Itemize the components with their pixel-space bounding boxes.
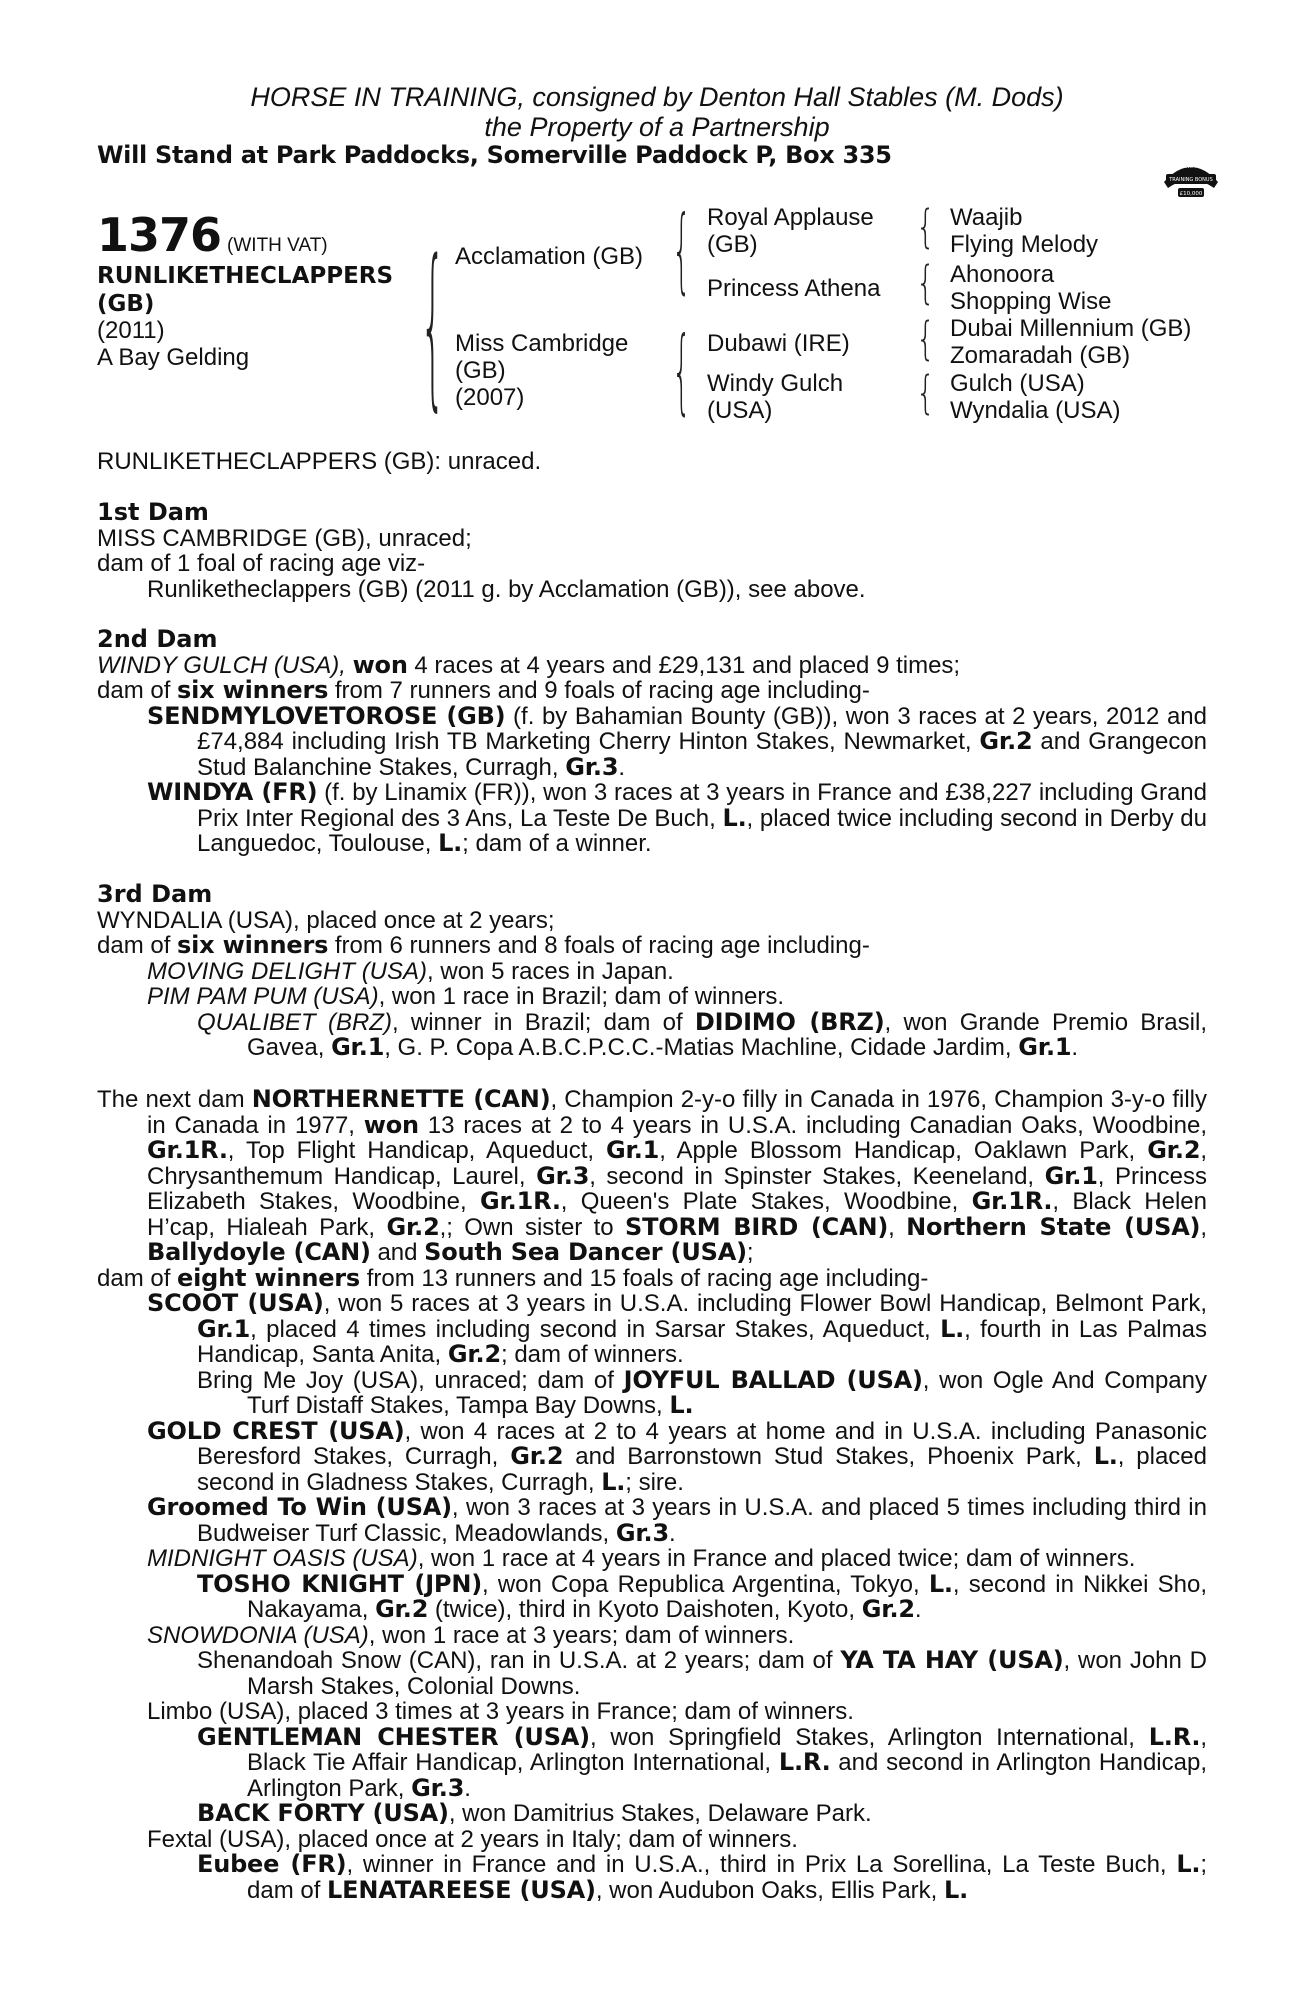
first-dam-section [97, 500, 1207, 602]
header-property: the Property of a Partnership [484, 112, 830, 142]
first-dam-line2: dam of 1 foal of racing age viz- [97, 550, 426, 577]
pedigree-g3-8: Wyndalia (USA) [950, 397, 1121, 424]
pedigree-brace-6: { [916, 313, 936, 366]
third-dam-entry-qualibet: QUALIBET (BRZ), winner in Brazil; dam of DIDIMO (BRZ), won Grande Premio Brasil, Gavea, Gr.1, G. P. Copa A.B.C.P.C.C.-Matias Machline, Cidade Jardim, Gr.1. [197, 1007, 1207, 1061]
third-dam-entry-moving-delight: MOVING DELIGHT (USA), won 5 races in Japan. [147, 957, 674, 985]
pedigree-brace-7: { [916, 367, 936, 420]
produce-entry-back-forty: BACK FORTY (USA), won Damitrius Stakes, Delaware Park. [197, 1799, 872, 1827]
pedigree-sire-sire-line2: (GB) [707, 231, 758, 258]
race-summary: RUNLIKETHECLAPPERS (GB): unraced. [97, 448, 542, 475]
third-dam-entry-pim-pam-pum: PIM PAM PUM (USA), won 1 race in Brazil; dam of winners. [147, 983, 785, 1010]
second-dam-title: 2nd Dam [97, 625, 218, 653]
pedigree-dam-line3: (2007) [455, 384, 525, 411]
pedigree-brace-2: { [672, 197, 692, 307]
pedigree-g3-7: Gulch (USA) [950, 370, 1085, 397]
pedigree-g3-6: Zomaradah (GB) [950, 342, 1131, 369]
lot-number: 1376 [97, 208, 222, 262]
horse-name-line1: RUNLIKETHECLAPPERS [97, 263, 394, 289]
second-dam-entry-sendmylovetorose: SENDMYLOVETOROSE (GB) (f. by Bahamian Bounty (GB)), won 3 races at 2 years, 2012 and £74,884 including Irish TB Marketing Cherry Hinton Stakes, Newmarket, Gr.2 and Grangecon Stud Balanchine Stakes, Curragh, Gr.3. [147, 701, 1208, 781]
horse-name [97, 262, 437, 318]
horse-description: A Bay Gelding [97, 344, 250, 371]
produce-entry-tosho-knight: TOSHO KNIGHT (JPN), won Copa Republica Argentina, Tokyo, L., second in Nikkei Sho, Nakayama, Gr.2 (twice), third in Kyoto Daishoten, Kyoto, Gr.2. [197, 1569, 1207, 1623]
next-dam-paragraph: The next dam NORTHERNETTE (CAN), Champion 2-y-o filly in Canada in 1976, Champion 3-y-o filly in Canada in 1977, won 13 races at 2 to 4 years in U.S.A. including Canadian Oaks, Woodbine, Gr.1R., Top Flight Handicap, Aqueduct, Gr.1, Apple Blossom Handicap, Oaklawn Park, Gr.2, Chrysanthemum Handicap, Laurel, Gr.3, second in Spinster Stakes, Keeneland, Gr.1, Princess Elizabeth Stakes, Woodbine, Gr.1R., Queen's Plate Stakes, Woodbine, Gr.1R., Black Helen H’cap, Hialeah Park, Gr.2,; Own sister to STORM BIRD (CAN), Northern State (USA), Ballydoyle (CAN) and South Sea Dancer (USA); [97, 1085, 1208, 1266]
produce-entry-limbo: Limbo (USA), placed 3 times at 3 years in France; dam of winners. [147, 1698, 854, 1725]
produce-entry-midnight-oasis: MIDNIGHT OASIS (USA), won 1 race at 4 years in France and placed twice; dam of winners. [147, 1545, 1136, 1572]
pedigree-brace-5: { [916, 257, 936, 310]
lot-heading [97, 208, 328, 262]
next-dam-produce-line: dam of eight winners from 13 runners and 15 foals of racing age including- [97, 1263, 929, 1292]
first-dam-title: 1st Dam [97, 498, 209, 526]
pedigree-g3-4: Shopping Wise [950, 288, 1112, 315]
pedigree-sire-sire-line1: Royal Applause [707, 204, 874, 231]
pedigree-g3-5: Dubai Millennium (GB) [950, 315, 1192, 342]
second-dam-record: 4 races at 4 years and £29,131 and placed 9 times; [414, 651, 961, 679]
second-dam-entry-windya: WINDYA (FR) (f. by Linamix (FR)), won 3 races at 3 years in France and £38,227 including Grand Prix Inter Regional des 3 Ans, La Teste De Buch, L., placed twice including second in Derby du Languedoc, Toulouse, L.; dam of a winner. [147, 778, 1207, 857]
pedigree-dam-sire: Dubawi (IRE) [707, 330, 850, 357]
second-dam-line1 [97, 650, 1207, 679]
second-dam-section [97, 627, 1207, 857]
produce-entry-eubee: Eubee (FR), winner in France and in U.S.A., third in Prix La Sorellina, La Teste Buch, L.; dam of LENATAREESE (USA), won Audubon Oaks, Ellis Park, L. [197, 1850, 1208, 1904]
produce-entry-bring-me-joy: Bring Me Joy (USA), unraced; dam of JOYFUL BALLAD (USA), won Ogle And Company Turf Distaff Stakes, Tampa Bay Downs, L. [197, 1365, 1208, 1419]
lot-vat: (WITH VAT) [227, 235, 328, 256]
header-stand-location: Will Stand at Park Paddocks, Somerville Paddock P, Box 335 [97, 141, 892, 169]
produce-entry-groomed-to-win: Groomed To Win (USA), won 3 races at 3 years in U.S.A. and placed 5 times including third in Budweiser Turf Classic, Meadowlands, Gr.3. [147, 1493, 1207, 1547]
second-dam-name: WINDY GULCH (USA), [97, 651, 346, 679]
third-dam-line2: dam of six winners from 6 runners and 8 foals of racing age including- [97, 931, 870, 959]
produce-entry-scoot: SCOOT (USA), won 5 races at 3 years in U.S.A. including Flower Bowl Handicap, Belmont Park, Gr.1, placed 4 times including second in Sarsar Stakes, Aqueduct, L., fourth in Las Palmas Handicap, Santa Anita, Gr.2; dam of winners. [147, 1289, 1208, 1368]
produce-entry-fextal: Fextal (USA), placed once at 2 years in Italy; dam of winners. [147, 1825, 798, 1853]
horse-name-line2: (GB) [97, 291, 155, 317]
first-dam-line1: MISS CAMBRIDGE (GB), unraced; [97, 524, 472, 552]
third-dam-line1: WYNDALIA (USA), placed once at 2 years; [97, 906, 555, 934]
produce-entry-gentleman-chester: GENTLEMAN CHESTER (USA), won Springfield Stakes, Arlington International, L.R., Black Tie Affair Handicap, Arlington International, L.R. and second in Arlington Handicap, Arlington Park, Gr.3. [197, 1722, 1208, 1802]
header-consignor: HORSE IN TRAINING, consigned by Denton Hall Stables (M. Dods) [250, 82, 1064, 112]
training-bonus-badge-icon [1160, 146, 1222, 202]
badge-amount-text: £10,000 [1179, 191, 1203, 197]
next-dam-section [97, 1087, 1207, 1903]
pedigree-sire: Acclamation (GB) [455, 243, 644, 270]
pedigree-brace-3: { [672, 318, 692, 428]
badge-top-text: RACING POST [1175, 165, 1207, 170]
badge-mid-text: TRAINING BONUS [1169, 177, 1213, 183]
produce-entry-gold-crest: GOLD CREST (USA), won 4 races at 2 to 4 years at home and in U.S.A. including Panasonic Beresford Stakes, Curragh, Gr.2 and Barronstown Stud Stakes, Phoenix Park, L., placed second in Gladness Stakes, Curragh, L.; sire. [147, 1416, 1208, 1496]
pedigree-g3-3: Ahonoora [950, 261, 1055, 288]
pedigree-g3-1: Waajib [950, 204, 1023, 231]
third-dam-title: 3rd Dam [97, 880, 213, 908]
pedigree-dam-dam-line1: Windy Gulch [707, 370, 844, 397]
pedigree-sire-dam: Princess Athena [707, 275, 881, 302]
pedigree-brace-4: { [916, 201, 936, 254]
third-dam-section [97, 882, 1207, 1061]
second-dam-won: won [352, 650, 408, 679]
produce-entry-shenandoah-snow: Shenandoah Snow (CAN), ran in U.S.A. at 2 years; dam of YA TA HAY (USA), won John D Marsh Stakes, Colonial Downs. [197, 1646, 1207, 1700]
pedigree-g3-2: Flying Melody [950, 231, 1099, 258]
first-dam-line3: Runliketheclappers (GB) (2011 g. by Acclamation (GB)), see above. [147, 575, 866, 603]
horse-year: (2011) [97, 317, 165, 344]
pedigree-dam-dam-line2: (USA) [707, 397, 773, 424]
pedigree-brace-1: { [420, 226, 446, 430]
pedigree-dam-line1: Miss Cambridge [455, 330, 629, 357]
pedigree-dam-line2: (GB) [455, 357, 506, 384]
second-dam-line2: dam of six winners from 7 runners and 9 foals of racing age including- [97, 676, 870, 704]
produce-entry-snowdonia: SNOWDONIA (USA), won 1 race at 3 years; dam of winners. [147, 1621, 795, 1649]
